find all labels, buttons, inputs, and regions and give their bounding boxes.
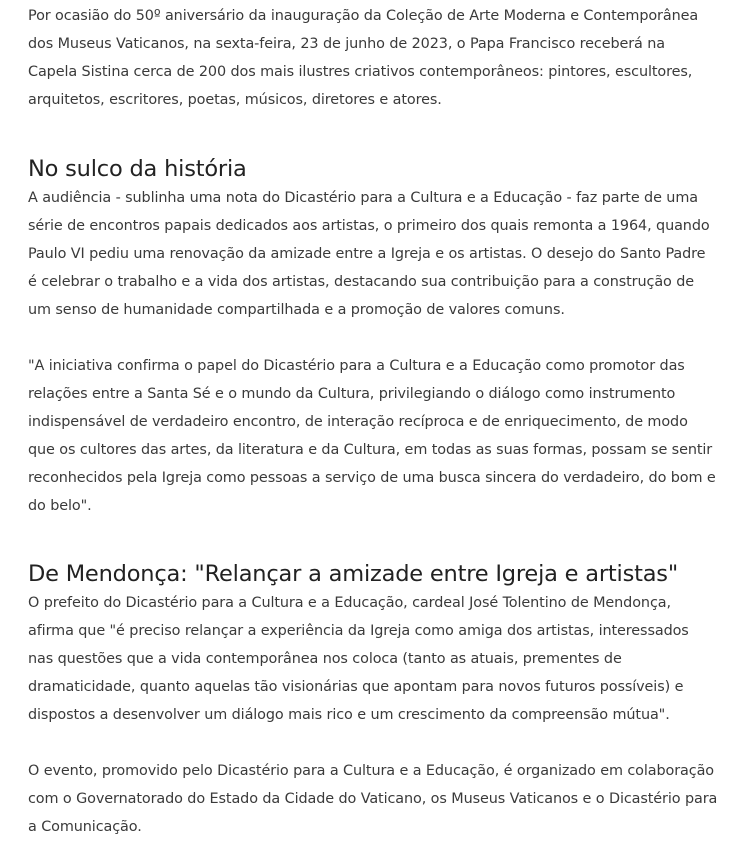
intro-paragraph: Por ocasião do 50º aniversário da inauguração da Coleção de Arte Moderna e Contemporânea dos Museus Vaticanos, na sexta-feira, 23 de junho de 2023, o Papa Francisco receberá na Capela Sistina cerca de 200 dos mais ilustres criativos contemporâneos: pintores, escultores, arquitetos, escritores, poetas, músicos, diretores e atores. bbox=[28, 8, 699, 108]
history-paragraph-1: A audiência - sublinha uma nota do Dicastério para a Cultura e a Educação - faz parte de uma série de encontros papais dedicados aos artistas, o primeiro dos quais remonta a 1964, quando Paulo VI pediu uma renovação da amizade entre a Igreja e os artistas. O desejo do Santo Padre é celebrar o trabalho e a vida dos artistas, destacando sua contribuição para a construção de um senso de humanidade compartilhada e a promoção de valores comuns. bbox=[28, 190, 710, 318]
mendonca-paragraph-1: O prefeito do Dicastério para a Cultura e a Educação, cardeal José Tolentino de Mendonça, afirma que "é preciso relançar a experiência da Igreja como amiga dos artistas, interessados nas questões que a vida contemporânea nos coloca (tanto as atuais, prementes de dramaticidade, quanto aquelas tão visionárias que apontam para novos futuros possíveis) e dispostos a desenvolver um diálogo mais rico e um crescimento da compreensão mútua". bbox=[28, 595, 689, 723]
history-paragraph-2: "A iniciativa confirma o papel do Dicastério para a Cultura e a Educação como promotor das relações entre a Santa Sé e o mundo da Cultura, privilegiando o diálogo como instrumento indispensável de verdadeiro encontro, de interação recíproca e de enriquecimento, de modo que os cultores das artes, da literatura e da Cultura, em todas as suas formas, possam se sentir reconhecidos pela Igreja como pessoas a serviço de uma busca sincera do verdadeiro, do bom e do belo". bbox=[28, 358, 716, 514]
article-body bbox=[28, 2, 718, 841]
paragraph-spacer bbox=[28, 324, 718, 352]
section-heading-history: No sulco da história bbox=[28, 156, 247, 182]
mendonca-paragraph-2: O evento, promovido pelo Dicastério para a Cultura e a Educação, é organizado em colaboração com o Governatorado do Estado da Cidade do Vaticano, os Museus Vaticanos e o Dicastério para a Comunicação. bbox=[28, 763, 718, 835]
paragraph-spacer bbox=[28, 729, 718, 757]
section-heading-mendonca: De Mendonça: "Relançar a amizade entre Igreja e artistas" bbox=[28, 561, 678, 587]
